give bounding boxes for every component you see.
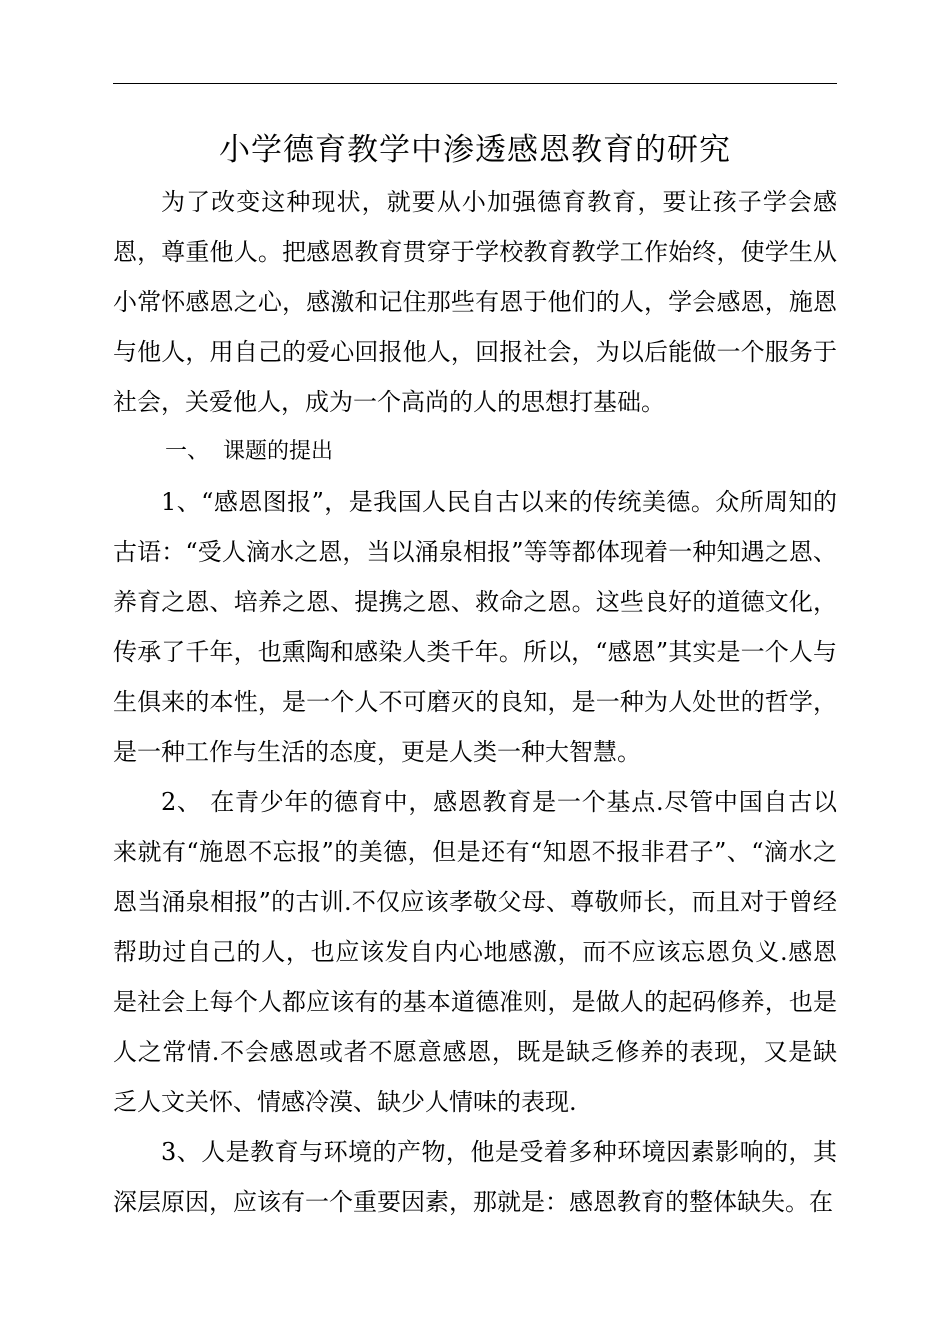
header-rule [113, 83, 837, 84]
intro-paragraph: 为了改变这种现状，就要从小加强德育教育，要让孩子学会感恩，尊重他人。把感恩教育贯穿于学校教育教学工作始终，使学生从小常怀感恩之心，感激和记住那些有恩于他们的人，学会感恩，施恩与他人，用自己的爱心回报他人，回报社会，为以后能做一个服务于社会，关爱他人，成为一个高尚的人的思想打基础。 [113, 188, 837, 416]
section-paragraph-1: 1、“感恩图报”，是我国人民自古以来的传统美德。众所周知的古语：“受人滴水之恩，当以涌泉相报”等等都体现着一种知遇之恩、养育之恩、培养之恩、提携之恩、救命之恩。这些良好的道德文化，传承了千年，也熏陶和感染人类千年。所以，“感恩”其实是一个人与生俱来的本性，是一个人不可磨灭的良知，是一种为人处世的哲学，是一种工作与生活的态度，更是人类一种大智慧。 [113, 488, 837, 766]
section-heading: 一、 课题的提出 [165, 439, 333, 464]
document-body [113, 177, 837, 1227]
section-paragraph-3: 3、人是教育与环境的产物，他是受着多种环境因素影响的，其深层原因，应该有一个重要因素，那就是：感恩教育的整体缺失。在 [113, 1138, 837, 1216]
document-title: 小学德育教学中渗透感恩教育的研究 [219, 132, 731, 168]
section-paragraph-2: 2、 在青少年的德育中，感恩教育是一个基点.尽管中国自古以来就有“施恩不忘报”的美德，但是还有“知恩不报非君子”、“滴水之恩当涌泉相报”的古训.不仅应该孝敬父母、尊敬师长，而且对于曾经帮助过自己的人，也应该发自内心地感激，而不应该忘恩负义.感恩是社会上每个人都应该有的基本道德准则，是做人的起码修养，也是人之常情.不会感恩或者不愿意感恩，既是缺乏修养的表现，又是缺乏人文关怀、情感冷漠、缺少人情味的表现. [113, 788, 837, 1116]
